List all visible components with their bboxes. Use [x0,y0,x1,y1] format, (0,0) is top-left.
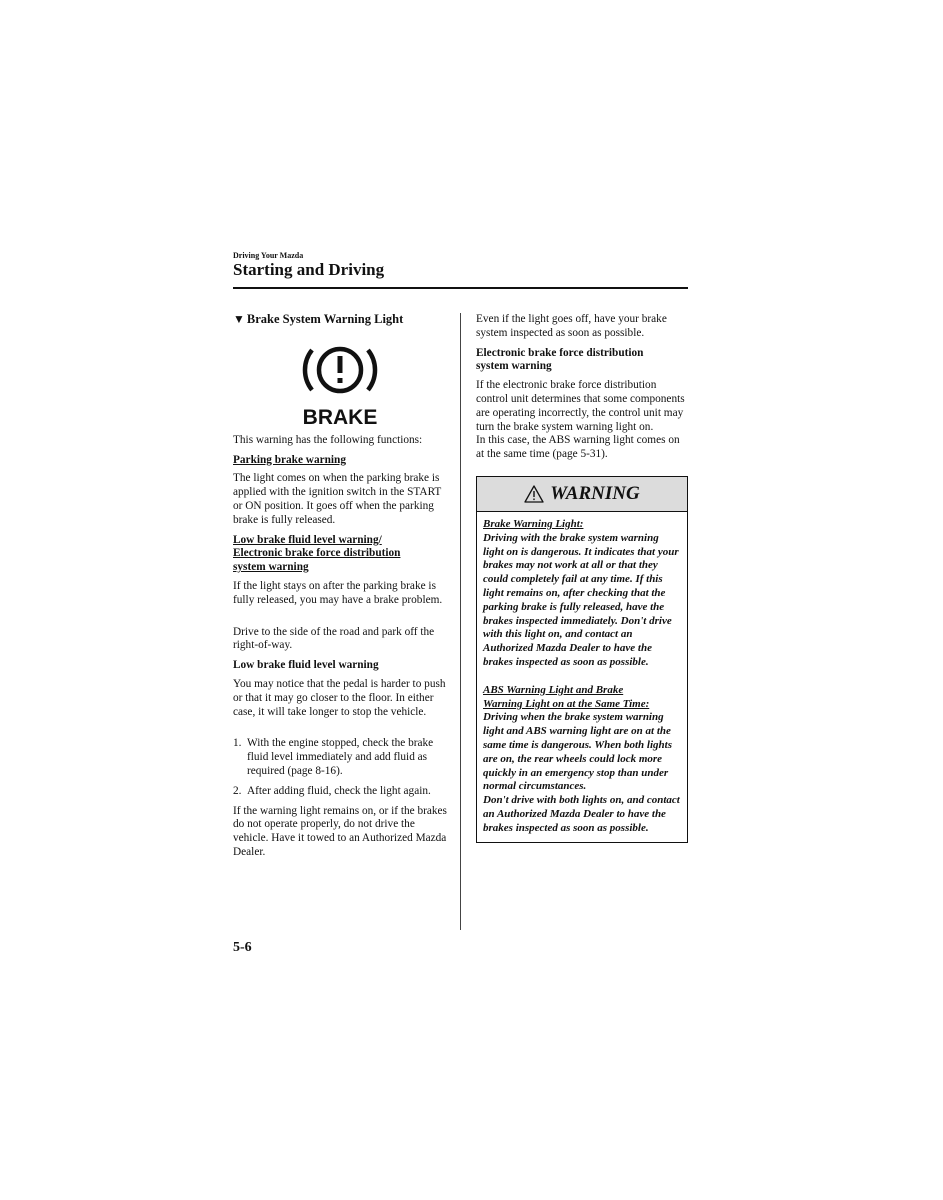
ebd-text-line: If the electronic brake force distribution control unit determines that some components are operating incorrectly, the control unit may turn the brake system warning light on. [476,379,685,433]
warning-header [477,477,687,512]
ebd-heading-line: system warning [476,360,552,373]
low-fluid-heading [233,534,447,575]
list-item-number: 1. [233,737,242,750]
list-item [233,737,447,778]
left-column [233,313,447,866]
drive-side-text: Drive to the side of the road and park off the right-of-way. [233,625,435,652]
fluid-level-heading: Low brake fluid level warning [233,659,379,672]
low-fluid-heading-line: Low brake fluid level warning/ [233,533,382,546]
list-item [233,785,447,799]
right-column [476,313,688,843]
low-fluid-heading-line: Electronic brake force distribution [233,547,401,560]
brake-warning-title: Brake System Warning Light [246,312,404,326]
brake-symbol-icon [280,338,400,428]
ebd-text [476,379,688,462]
brake-icon-label: BRAKE [302,405,378,428]
closing-text: If the warning light remains on, or if the brakes do not operate properly, do not drive the vehicle. Have it towed to an Authorized Mazda Dealer. [233,804,447,858]
list-item-text: After adding fluid, check the light again. [247,784,431,797]
header-divider [233,287,688,289]
brake-warning-subheading: Brake Warning Light: [483,517,584,530]
ebd-heading [476,347,688,375]
abs-warning-subheading: ABS Warning Light and Brake [483,683,624,696]
brake-warning-text: Driving with the brake system warning light on is dangerous. It indicates that your brakes may not work at all or that they could completely fail at any time. If this light remains on, after checking that the parking brake is fully released, have the brakes inspected immediately. Don't drive with this light on, and contact an Authorized Mazda Dealer to have the brakes inspected as soon as possible. [483,531,679,668]
ebd-heading-line: Electronic brake force distribution [476,346,644,359]
page-title: Starting and Driving [233,260,385,279]
chapter-label: Driving Your Mazda [233,251,304,260]
inspect-text: Even if the light goes off, have your brake system inspected as soon as possible. [476,313,667,339]
warning-box [476,476,688,843]
warning-title: WARNING [550,483,640,505]
low-fluid-heading-line: system warning [233,561,309,574]
parking-brake-heading: Parking brake warning [233,453,346,466]
ebd-text-line: In this case, the ABS warning light comes on at the same time (page 5-31). [476,434,680,461]
column-divider [460,313,461,930]
abs-warning-subheading: Warning Light on at the Same Time: [483,697,650,710]
brake-warning-symbol [233,338,447,428]
low-fluid-text: If the light stays on after the parking brake is fully released, you may have a brake problem. [233,579,443,606]
list-item-text: With the engine stopped, check the brake fluid level immediately and add fluid as required (page 8-16). [247,737,434,777]
warning-body [477,512,687,842]
page-number: 5-6 [233,940,252,955]
warning-triangle-icon [524,485,544,503]
abs-warning-text: Don't drive with both lights on, and contact an Authorized Mazda Dealer to have the brakes inspected as soon as possible. [483,794,680,834]
parking-brake-text: The light comes on when the parking brake is applied with the ignition switch in the START or ON position. It goes off when the parking brake is fully released. [233,472,442,526]
abs-warning-text: Driving when the brake system warning light and ABS warning light are on at the same time is dangerous. When both lights are on, the rear wheels could lock more quickly in an emergency stop than under normal circumstances. [483,711,672,793]
triangle-down-icon: ▼ [233,312,245,326]
fluid-level-text: You may notice that the pedal is harder to push or that it may go closer to the floor. In either case, it will take longer to stop the vehicle. [233,677,446,718]
intro-text: This warning has the following functions: [233,433,423,446]
brake-warning-heading [233,313,447,327]
list-item-number: 2. [233,784,242,797]
